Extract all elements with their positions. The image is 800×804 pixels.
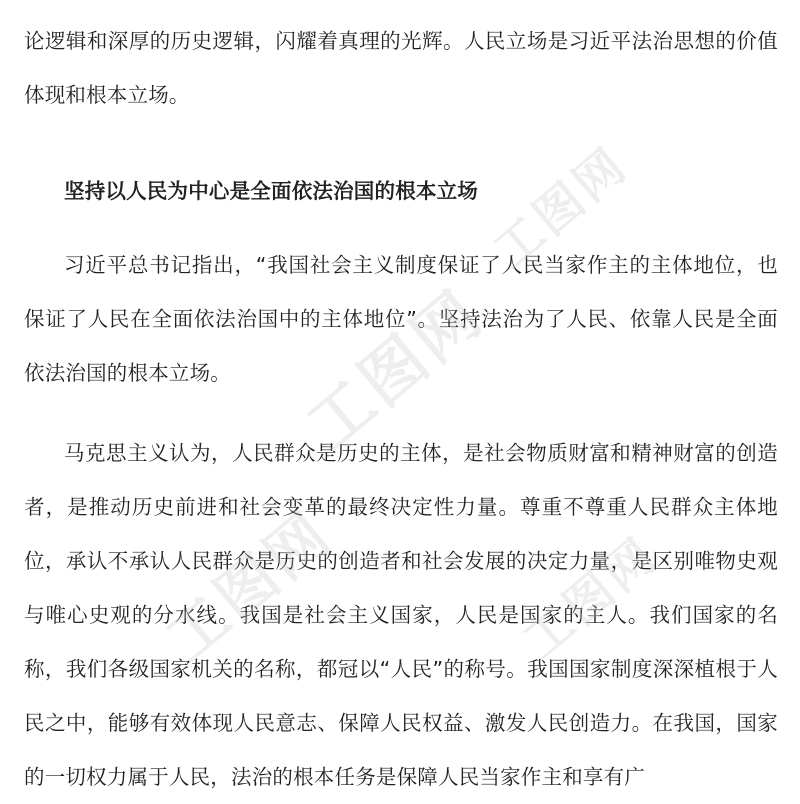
body-paragraph-1: 习近平总书记指出，“我国社会主义制度保证了人民当家作主的主体地位，也保证了人民在全面依法治国中的主体地位”。坚持法治为了人民、依靠人民是全面依法治国的根本立场。: [24, 253, 778, 385]
intro-paragraph: 论逻辑和深厚的历史逻辑，闪耀着真理的光辉。人民立场是习近平法治思想的价值体现和根本立场。: [24, 29, 778, 107]
watermark-logo: 工图网: [483, 136, 639, 280]
watermark-logo: 工图网: [513, 526, 669, 670]
body-paragraph-2: 马克思主义认为，人民群众是历史的主体，是社会物质财富和精神财富的创造者，是推动历史前进和社会变革的最终决定性力量。尊重不尊重人民群众主体地位，承认不承认人民群众是历史的创造者和社会发展的决定力量，是区别唯物史观与唯心史观的分水线。我国是社会主义国家，人民是国家的主人。我们国家的名称，我们各级国家机关的名称，都冠以“人民”的称号。我国国家制度深深植根于人民之中，能够有效体现人民意志、保障人民权益、激发人民创造力。在我国，国家的一切权力属于人民，法治的根本任务是保障人民当家作主和享有广: [24, 441, 778, 789]
watermark-logo: 工图网: [293, 276, 498, 465]
section-heading: 坚持以人民为中心是全面依法治国的根本立场: [64, 179, 478, 203]
watermark-logo: 工图网: [153, 498, 346, 676]
